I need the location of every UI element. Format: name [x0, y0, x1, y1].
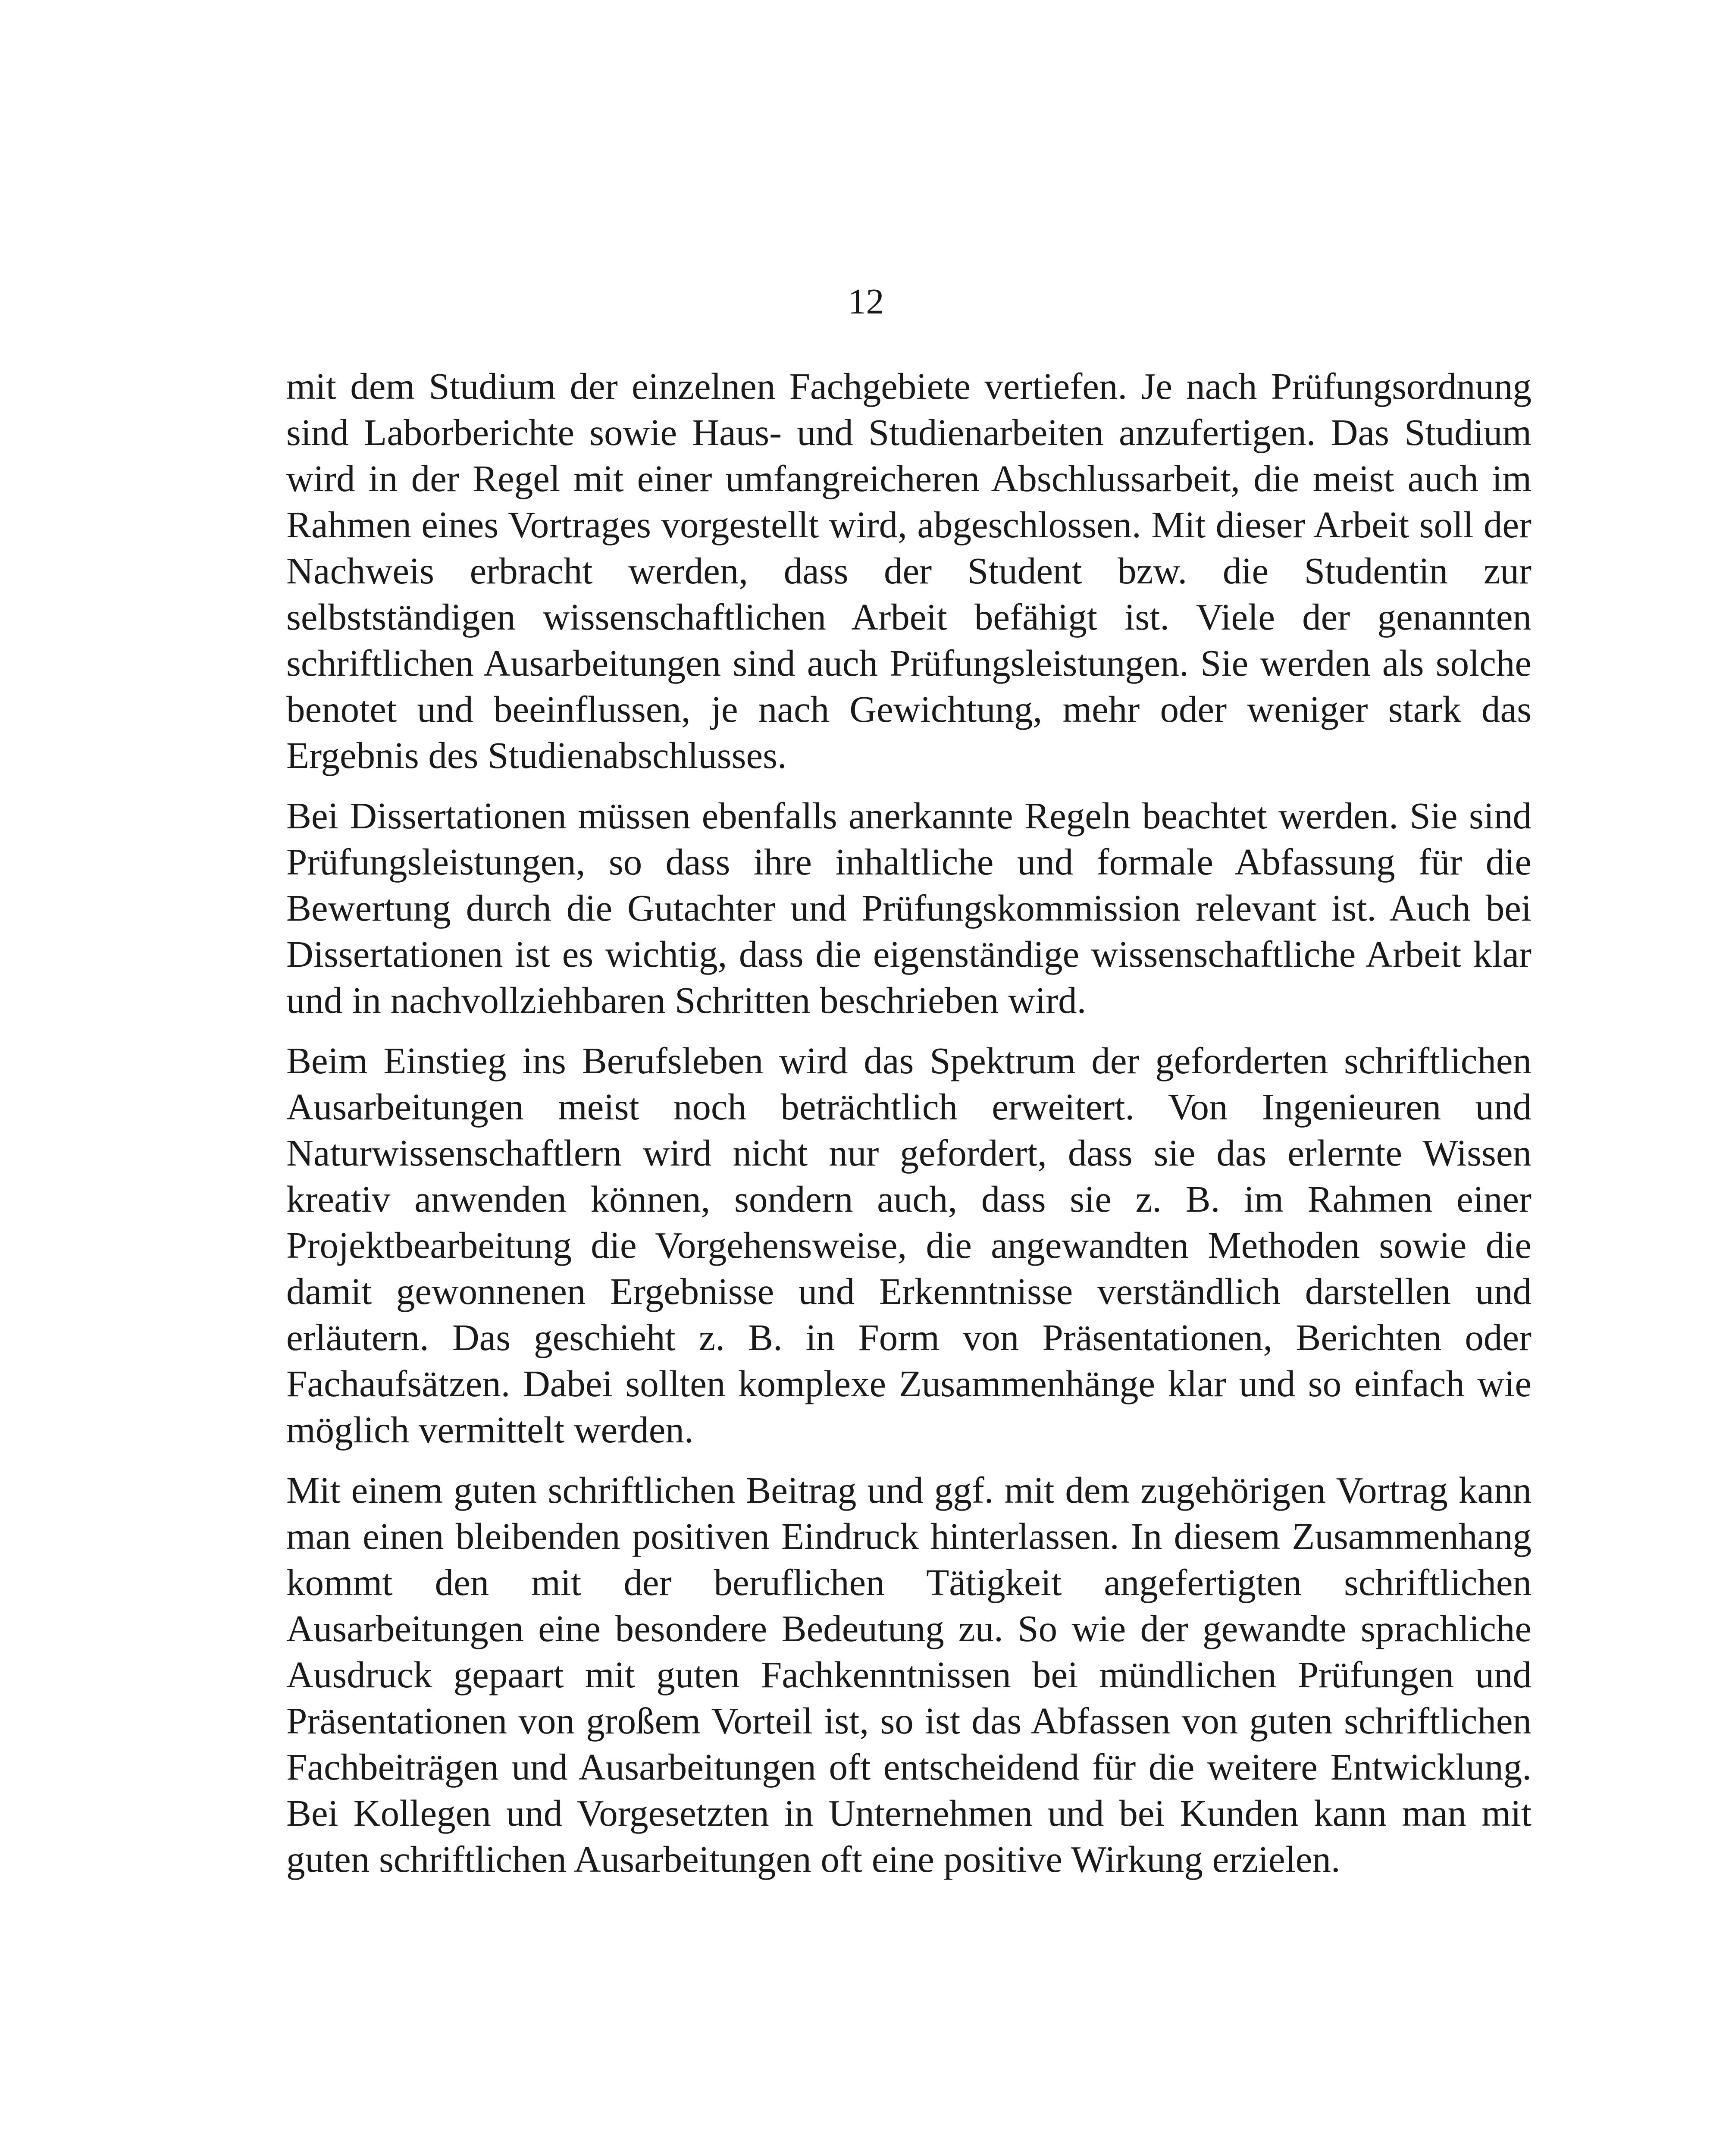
- body-text: [286, 363, 1532, 1882]
- paragraph-3: Beim Einstieg ins Berufsleben wird das Spektrum der geforderten schriftlichen Ausarbeitungen meist noch beträchtlich erweitert. Von Ingenieuren und Naturwissenschaftlern wird nicht nur gefordert, dass sie das erlernte Wissen kreativ anwenden können, sondern auch, dass sie z. B. im Rahmen einer Projektbearbeitung die Vorgehensweise, die angewandten Methoden sowie die damit gewonnenen Ergebnisse und Erkenntnisse verständlich darstellen und erläutern. Das geschieht z. B. in Form von Präsentationen, Berichten oder Fachaufsätzen. Dabei sollten komplexe Zusammenhänge klar und so einfach wie möglich vermittelt werden.: [286, 1040, 1532, 1451]
- paragraph-2: Bei Dissertationen müssen ebenfalls anerkannte Regeln beachtet werden. Sie sind Prüfungsleistungen, so dass ihre inhaltliche und formale Abfassung für die Bewertung durch die Gutachter und Prüfungskommission relevant ist. Auch bei Dissertationen ist es wichtig, dass die eigenständige wissenschaftliche Arbeit klar und in nachvollziehbaren Schritten beschrieben wird.: [286, 795, 1532, 1021]
- page-number: 12: [848, 282, 884, 322]
- paragraph-1: mit dem Studium der einzelnen Fachgebiete vertiefen. Je nach Prüfungsordnung sind Laborberichte sowie Haus- und Studienarbeiten anzufertigen. Das Studium wird in der Regel mit einer umfangreicheren Abschlussarbeit, die meist auch im Rahmen eines Vortrages vorgestellt wird, abgeschlossen. Mit dieser Arbeit soll der Nachweis erbracht werden, dass der Student bzw. die Studentin zur selbstständigen wissenschaftlichen Arbeit befähigt ist. Viele der genannten schriftlichen Ausarbeitungen sind auch Prüfungsleistungen. Sie werden als solche benotet und beeinflussen, je nach Gewichtung, mehr oder weniger stark das Ergebnis des Studienabschlusses.: [286, 365, 1532, 776]
- paragraph-4: Mit einem guten schriftlichen Beitrag und ggf. mit dem zugehörigen Vortrag kann man einen bleibenden positiven Eindruck hinterlassen. In diesem Zusammenhang kommt den mit der beruflichen Tätigkeit angefertigten schriftlichen Ausarbeitungen eine besondere Bedeutung zu. So wie der gewandte sprachliche Ausdruck gepaart mit guten Fachkenntnissen bei mündlichen Prüfungen und Präsentationen von großem Vorteil ist, so ist das Abfassen von guten schriftlichen Fachbeiträgen und Ausarbeitungen oft entscheidend für die weitere Entwicklung. Bei Kollegen und Vorgesetzten in Unternehmen und bei Kunden kann man mit guten schriftlichen Ausarbeitungen oft eine positive Wirkung erzielen.: [286, 1469, 1532, 1880]
